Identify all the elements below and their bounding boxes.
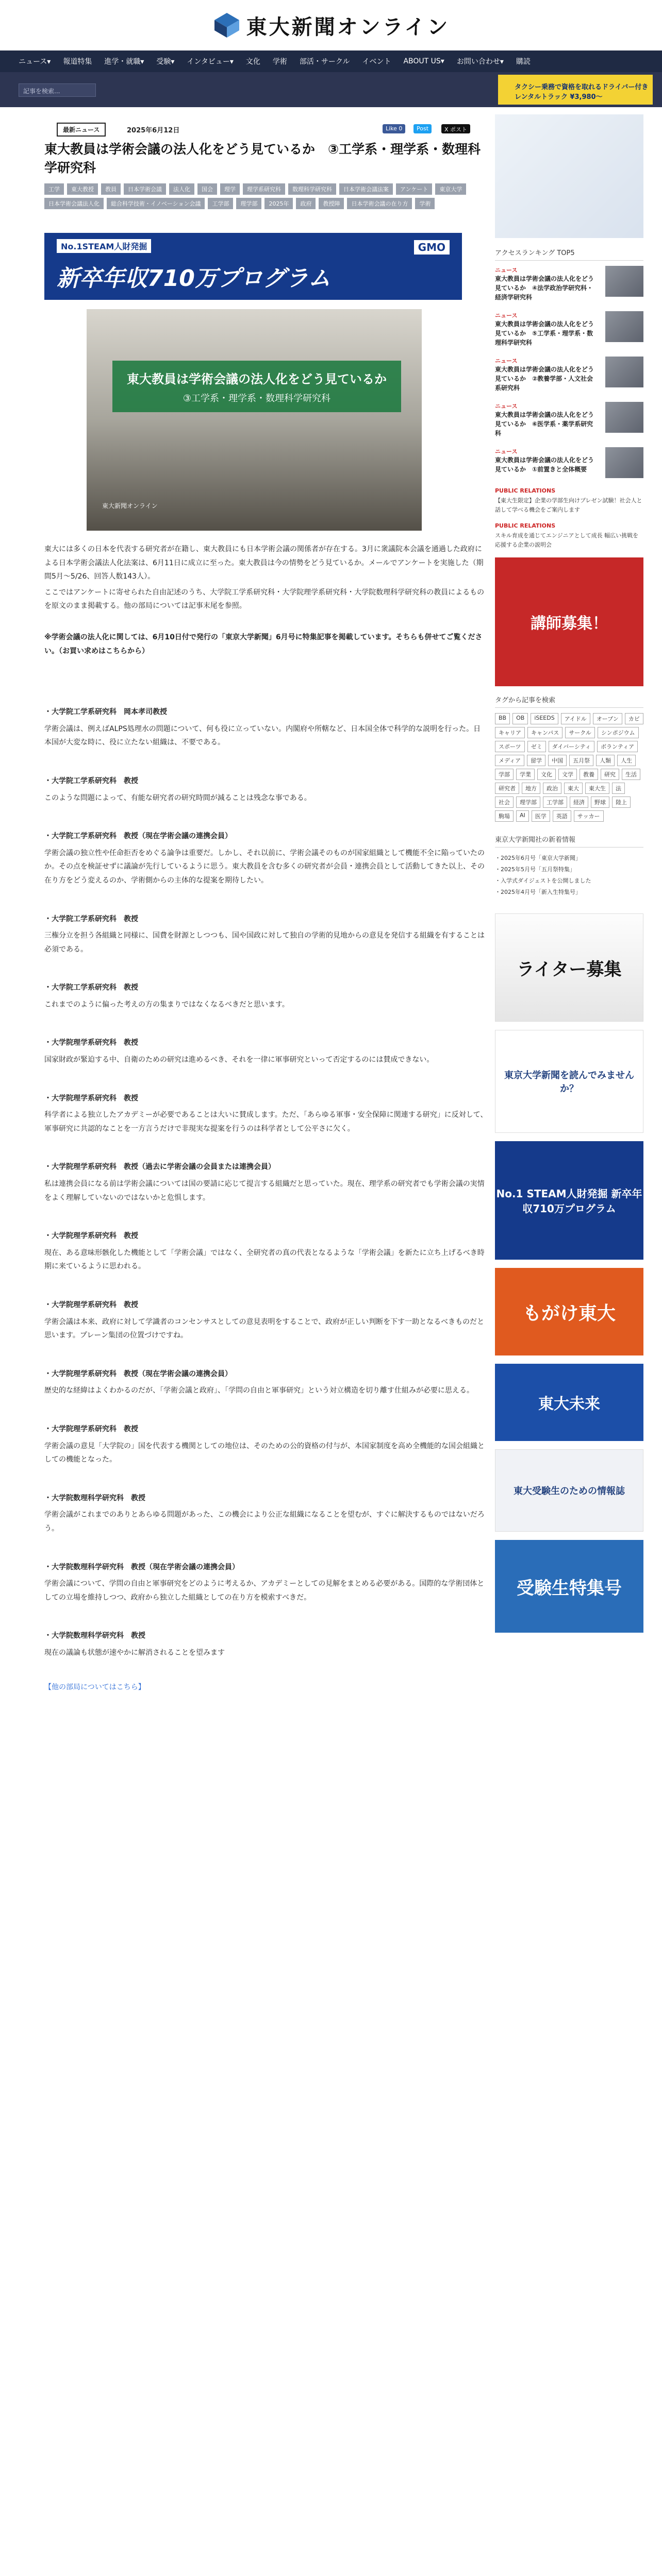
tag-item[interactable]: 日本学術会議の在り方: [347, 198, 412, 209]
nav-item[interactable]: 報道特集: [63, 58, 92, 66]
article-photo: [87, 309, 422, 531]
ranking-item[interactable]: [495, 266, 643, 302]
nav-item[interactable]: 文化: [245, 58, 260, 66]
keyword-tag[interactable]: シンポジウム: [598, 727, 639, 738]
ranking-item[interactable]: [495, 357, 643, 393]
tag-item[interactable]: 政府: [296, 198, 316, 209]
main-navigation: [0, 50, 662, 72]
ranking-heading: アクセスランキング TOP5: [495, 247, 643, 261]
keyword-tag[interactable]: キャリア: [495, 727, 525, 738]
keyword-tag[interactable]: 留学: [527, 755, 545, 766]
nav-item[interactable]: ABOUT US▾: [403, 57, 444, 65]
keyword-tag[interactable]: 学業: [516, 769, 535, 780]
keyword-tag[interactable]: 工学部: [543, 796, 567, 808]
ad-label: No.1STEAM人財発掘: [57, 239, 151, 253]
pr-text[interactable]: スキル育成を通じてエンジニアとして成長 幅広い挑戦を応援する企業の説明会: [495, 532, 639, 548]
other-departments-link[interactable]: 【他の部局についてはこちら】: [44, 1683, 145, 1691]
keyword-tag[interactable]: 法: [612, 783, 625, 794]
photo-overlay: [112, 361, 401, 412]
answer-heading: ・大学院理学系研究科 教授: [44, 1039, 138, 1047]
answer-heading: ・大学院工学系研究科 教授: [44, 914, 138, 923]
keyword-tag[interactable]: 理学部: [516, 796, 540, 808]
nav-item[interactable]: お問い合わせ▾: [456, 58, 504, 66]
ad-brand-logo: GMO: [414, 240, 450, 255]
keyword-tag[interactable]: 中国: [548, 755, 567, 766]
pr-label: PUBLIC RELATIONS: [495, 487, 556, 494]
tag-item[interactable]: 工学部: [208, 198, 233, 209]
keyword-tag[interactable]: サッカー: [574, 810, 604, 822]
ranking-thumbnail: [605, 266, 643, 297]
sidebar-ad[interactable]: [495, 114, 643, 238]
ranking-item[interactable]: [495, 311, 643, 347]
tag-item[interactable]: 理学: [220, 183, 240, 195]
ranking-title: 東大教員は学術会議の法人化をどう見ているか ①前置きと全体概要: [495, 456, 594, 473]
lead-paragraph: 東大には多くの日本を代表する研究者が在籍し、東大教員にも日本学術会議の関係者が存在する。3月に衆議院本会議を通過した政府による日本学術会議法人化法案は、6月11日に成立に至った。東大教員は今の情勢をどう見ているか。メールでアンケートを実施した（期間5月〜5/26、回答人数143人）。: [44, 545, 484, 581]
nav-item[interactable]: 部活・サークル: [299, 58, 350, 66]
keyword-tag[interactable]: メディア: [495, 755, 524, 766]
tag-item[interactable]: 2025年: [264, 198, 293, 209]
answer-heading: ・大学院工学系研究科 教授: [44, 984, 138, 992]
nav-item[interactable]: 進学・就職▾: [104, 58, 144, 66]
job-recruit-banner[interactable]: 講師募集！: [495, 557, 643, 686]
answer-heading: ・大学院数理科学研究科 教授: [44, 1494, 145, 1502]
keyword-tag[interactable]: キャンパス: [527, 727, 562, 738]
ranking-label: ニュース: [495, 312, 518, 319]
search-bar-area: [0, 72, 662, 107]
ranking-title: 東大教員は学術会議の法人化をどう見ているか ⑤工学系・理学系・数理科学研究科: [495, 320, 594, 346]
keyword-tag[interactable]: 政治: [543, 783, 561, 794]
x-post-button[interactable]: X ポスト: [441, 124, 470, 133]
sidebar: [495, 107, 643, 1641]
pr-label: PUBLIC RELATIONS: [495, 522, 556, 530]
answer-text: 学術会議の独立性や任命拒否をめぐる論争は重要だ。しかし、それ以前に、学術会議そのものが国家組織として機能不全に陥っていたのか。その点を検証せずに議論が先行しているように思う。東大教員を含む多くの研究者が会員・連携会員として活動してきた以上、その在り方をどう変えるのか、学術側からの主体的な提案を期待したい。: [44, 849, 485, 885]
photo-caption-sub: ③工学系・理学系・数理科学研究科: [183, 393, 331, 404]
keyword-tag[interactable]: 生活: [622, 769, 640, 780]
ranking-item[interactable]: [495, 402, 643, 438]
answer-text: 学術会議について、学問の自由と軍事研究をどのように考えるか、アカデミーとしての見解をまとめる必要がある。国際的な学術団体としての立場を維持しつつ、政府から独立した組織としての在り方を模索すべきだ。: [44, 1580, 485, 1602]
archive-list: [495, 853, 643, 898]
site-header: [0, 0, 662, 50]
ranking-label: ニュース: [495, 403, 518, 410]
answer-heading: ・大学院数理科学研究科 教授（現在学術会議の連携会員）: [44, 1563, 239, 1571]
top-ad-text: タクシー乗務で資格を取れるドライバー付きレンタルトラック ¥3,980〜: [515, 83, 649, 101]
ranking-title: 東大教員は学術会議の法人化をどう見ているか ②教養学部・人文社会系研究科: [495, 366, 594, 392]
tag-item[interactable]: 国会: [197, 183, 217, 195]
article-body: [44, 543, 488, 1696]
answer-heading: ・大学院理学系研究科 教授: [44, 1232, 138, 1241]
keyword-tag[interactable]: 人類: [596, 755, 615, 766]
tag-item[interactable]: 教員: [101, 183, 121, 195]
tag-item[interactable]: 学術: [415, 198, 435, 209]
site-logo-icon[interactable]: [212, 11, 241, 40]
archive-item[interactable]: ・2025年5月号「五月祭特集」: [495, 866, 575, 873]
answer-text: 学術会議の意見「大学院の」国を代表する機関としての地位は、そのための公的資格の付与が、本国家制度を高め全機能的な国会組織としての機能となった。: [44, 1442, 485, 1464]
keyword-tag[interactable]: 医学: [532, 810, 550, 822]
keyword-tag[interactable]: ダイバーシティ: [549, 741, 594, 752]
keyword-tag[interactable]: AI: [516, 810, 529, 822]
keyword-tag[interactable]: BB: [495, 713, 510, 724]
ranking-thumbnail: [605, 447, 643, 478]
article-date: 2025年6月12日: [127, 127, 180, 134]
archive-item[interactable]: ・2025年4月号「新入生特集号」: [495, 889, 581, 896]
answer-heading: ・大学院理学系研究科 教授（過去に学術会議の会員または連携会員）: [44, 1163, 275, 1172]
ranking-title: 東大教員は学術会議の法人化をどう見ているか ⑥医学系・薬学系研究科: [495, 411, 594, 437]
answer-text: 国家財政が緊迫する中、自衛のための研究は進めるべき、それを一律に軍事研究といって否定するのには賛成できない。: [44, 1056, 434, 1064]
keyword-tag[interactable]: 人生: [617, 755, 636, 766]
nav-item[interactable]: 購読: [516, 58, 531, 66]
ranking-item[interactable]: [495, 447, 643, 478]
nav-item[interactable]: 学術: [272, 58, 287, 66]
ranking-label: ニュース: [495, 267, 518, 274]
writer-recruit-banner[interactable]: ライター募集: [495, 913, 643, 1022]
tag-item[interactable]: 理学系研究科: [243, 183, 285, 195]
answer-text: 歴史的な経緯はよくわかるのだが、「学術会議と政府」、「学問の自由と軍事研究」という対立構造を切り離す仕組みが必要に思える。: [44, 1386, 474, 1395]
tag-item[interactable]: 法人化: [169, 183, 194, 195]
pr-text[interactable]: 【東大生限定】企業の学部生向けプレゼン試験！社会人と話して学べる機会をご案内します: [495, 497, 642, 513]
tag-item[interactable]: アンケート: [396, 183, 432, 195]
keyword-tag[interactable]: 経済: [570, 796, 588, 808]
answer-text: 科学者による独立したアカデミーが必要であることは大いに賛成します。ただ、「あらゆる軍事・安全保障に関連する研究」に反対して、軍事研究に共認的なことを一方言うだけで非現実な提案を行うのは科学者として公平さに欠く。: [44, 1111, 488, 1133]
todai-mirai-banner[interactable]: 東大未来: [495, 1364, 643, 1441]
answer-text: 学術会議がこれまでのありとあらゆる問題があった、この機会により公正な組織になることを望むが、すぐに解決するものではないだろう。: [44, 1511, 485, 1533]
answer-heading: ・大学院理学系研究科 教授: [44, 1301, 138, 1309]
keyword-tag[interactable]: オープン: [593, 713, 622, 724]
keyword-tag[interactable]: アイドル: [561, 713, 590, 724]
answer-heading: ・大学院工学系研究科 教授: [44, 776, 138, 785]
keyword-tag[interactable]: 野球: [591, 796, 609, 808]
notice-paragraph: ※学術会議の法人化に関しては、6月10日付で発行の「東京大学新聞」6月号に特集記事を掲載しています。そちらも併せてご覧ください。（お買い求めはこちらから）: [44, 633, 483, 655]
keyword-heading: タグから記事を検索: [495, 694, 643, 708]
article-meta: [44, 123, 488, 135]
answer-text: このような問題によって、有能な研究者の研究時間が減ることは残念な事である。: [44, 793, 311, 802]
answer-text: 現在、ある意味形骸化した機能として「学術会議」ではなく、全研究者の真の代表となるような「学術会議」を新たに立ち上げるべき時期に来ているように思われる。: [44, 1248, 485, 1271]
ranking-thumbnail: [605, 311, 643, 342]
answer-heading: ・大学院工学系研究科 教授（現在学術会議の連携会員）: [44, 832, 232, 841]
keyword-tag[interactable]: ボランティア: [597, 741, 638, 752]
archive-heading: 東京大学新聞社の新着情報: [495, 834, 643, 848]
keyword-tag[interactable]: 文化: [537, 769, 556, 780]
keyword-list: [495, 713, 643, 822]
subscribe-banner[interactable]: 東京大学新聞を読んでみませんか？: [495, 1030, 643, 1133]
exam-info-banner[interactable]: 東大受験生のための情報誌: [495, 1449, 643, 1532]
facebook-like-button[interactable]: Like 0: [383, 124, 405, 133]
answer-heading: ・大学院理学系研究科 教授（現在学術会議の連携会員）: [44, 1369, 232, 1378]
ranking-thumbnail: [605, 357, 643, 387]
keyword-tag[interactable]: 五月祭: [569, 755, 593, 766]
keyword-tag[interactable]: 駒場: [495, 810, 514, 822]
archive-item[interactable]: ・2025年6月号「東京大学新聞」: [495, 855, 581, 862]
keyword-tag[interactable]: 研究: [601, 769, 619, 780]
tag-item[interactable]: 東京大学: [435, 183, 466, 195]
answer-text: 学術会議は、例えばALPS処理水の問題について、何も役に立っていない。内閣府や所轄など、日本国全体で科学的な説明を行った。日本国が大変な時に、役に立たない組織は、不要である。: [44, 724, 481, 747]
tag-item[interactable]: 総合科学技術・イノベーション会議: [107, 198, 205, 209]
exam-special-banner[interactable]: 受験生特集号: [495, 1540, 643, 1633]
ad-banner-710[interactable]: [44, 233, 462, 300]
search-input[interactable]: 記事を検索...: [19, 83, 96, 97]
keyword-tag[interactable]: 教養: [580, 769, 598, 780]
keyword-tag[interactable]: カビ: [625, 713, 643, 724]
keyword-tag[interactable]: スポーツ: [495, 741, 525, 752]
answer-text: これまでのように偏った考えの方の集まりではなくなるべきだと思います。: [44, 1000, 289, 1009]
ad-main-text: 新卒年収710万プログラム: [57, 265, 331, 292]
keyword-tag[interactable]: 文学: [558, 769, 577, 780]
answer-heading: ・大学院工学系研究科 岡本孝司教授: [44, 708, 167, 717]
photo-credit: 東大新聞オンライン: [102, 502, 158, 510]
keyword-tag[interactable]: 地方: [522, 783, 540, 794]
lead-paragraph: ここではアンケートに寄せられた自由記述のうち、大学院工学系研究科・大学院理学系研究科・大学院数理科学研究科の教員によるものを原文のまま掲載する。他の部局については記事末尾を参照。: [44, 588, 485, 611]
tweet-button[interactable]: Post: [413, 124, 432, 133]
program-710-banner[interactable]: No.1 STEAM人財発掘 新卒年収710万プログラム: [495, 1141, 643, 1260]
answer-heading: ・大学院数理科学研究科 教授: [44, 1632, 145, 1640]
keyword-tag[interactable]: iSEEDS: [531, 713, 558, 724]
ranking-label: ニュース: [495, 448, 518, 455]
keyword-tag[interactable]: サークル: [565, 727, 595, 738]
keyword-tag[interactable]: 学部: [495, 769, 514, 780]
nav-item[interactable]: 受験▾: [156, 58, 175, 66]
tag-item[interactable]: 日本学術会議法案: [339, 183, 393, 195]
tag-list: [44, 183, 488, 209]
answer-heading: ・大学院理学系研究科 教授: [44, 1094, 138, 1103]
tag-item[interactable]: 理学部: [236, 198, 261, 209]
answer-text: 三権分立を担う各組織と同様に、国費を財源としつつも、国や国政に対して独自の学術的見地からの意見を発信する組織を有することは必須である。: [44, 931, 485, 954]
answer-text: 学術会議は本来、政府に対して学識者のコンセンサスとしての意見表明をすることで、政府が正しい判断を下す一助となるべきものだと思います。プレーン集団の位置づけですね。: [44, 1317, 485, 1340]
site-title[interactable]: 東大新聞オンライン: [246, 15, 450, 39]
ranking-thumbnail: [605, 402, 643, 433]
keyword-tag[interactable]: 研究者: [495, 783, 519, 794]
ranking-title: 東大教員は学術会議の法人化をどう見ているか ④法学政治学研究科・経済学研究科: [495, 275, 594, 301]
mogake-todai-banner[interactable]: もがけ東大: [495, 1268, 643, 1355]
keyword-tag[interactable]: ゼミ: [527, 741, 546, 752]
answer-heading: ・大学院理学系研究科 教授: [44, 1425, 138, 1433]
keyword-tag[interactable]: 東大生: [585, 783, 609, 794]
tag-item[interactable]: 日本学術会議法人化: [44, 198, 104, 209]
keyword-tag[interactable]: 社会: [495, 796, 514, 808]
tag-item[interactable]: 東大教授: [67, 183, 98, 195]
answer-text: 現在の議論も状態が速やかに解消されることを望みます: [44, 1648, 225, 1657]
nav-item[interactable]: インタビュー▾: [187, 58, 234, 66]
tag-item[interactable]: 日本学術会議: [124, 183, 166, 195]
tag-item[interactable]: 教授陣: [319, 198, 344, 209]
keyword-tag[interactable]: 東大: [564, 783, 583, 794]
article-title: 東大教員は学術会議の法人化をどう見ているか ③工学系・理学系・数理科学研究科: [44, 142, 481, 176]
tag-item[interactable]: 数理科学研究科: [288, 183, 336, 195]
keyword-tag[interactable]: OB: [512, 713, 528, 724]
tag-item[interactable]: 工学: [44, 183, 64, 195]
category-badge[interactable]: 最新ニュース: [57, 123, 106, 137]
nav-item[interactable]: ニュース▾: [19, 58, 51, 66]
keyword-tag[interactable]: 陸上: [612, 796, 631, 808]
archive-item[interactable]: ・入学式ダイジェストを公開しました: [495, 877, 591, 885]
keyword-tag[interactable]: 英語: [553, 810, 571, 822]
answer-text: 私は連携会員になる前は学術会議については国の要請に応じて提言する組織だと思っていた。現在、理学系の研究者でも学術会議の実情をよく理解していないのではないかと危惧します。: [44, 1180, 485, 1202]
photo-caption-main: 東大教員は学術会議の法人化をどう見ているか: [127, 372, 387, 386]
ranking-label: ニュース: [495, 358, 518, 364]
nav-item[interactable]: イベント: [362, 58, 391, 66]
